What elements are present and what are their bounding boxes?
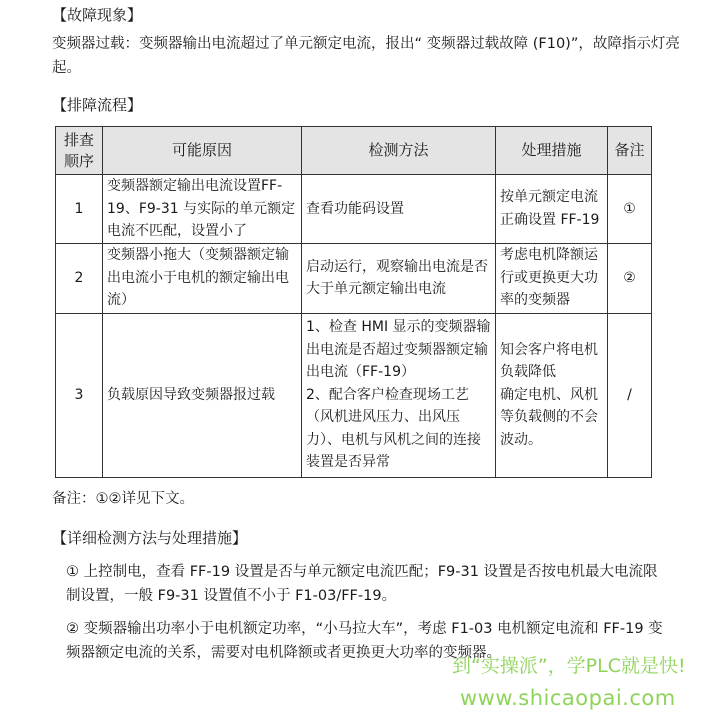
cause-cell: 负载原因导致变频器报过载 bbox=[103, 313, 302, 477]
seq-cell: 1 bbox=[56, 175, 103, 244]
column-header-action: 处理措施 bbox=[496, 127, 608, 175]
table-row bbox=[56, 175, 652, 244]
action-cell: 考虑电机降额运行或更换更大功率的变频器 bbox=[496, 243, 608, 313]
detail-item-2: ② 变频器输出功率小于电机额定功率，“小马拉大车”，考虑 F1-03 电机额定电流和 FF-19 变频器额定电流的关系，需要对电机降额或者更换更大功率的变频器。 bbox=[66, 621, 663, 661]
method-cell: 1、检查 HMI 显示的变频器输出电流是否超过变频器额定输出电流（FF-19） 2、配合客户检查现场工艺（风机进风压力、出风压力）、电机与风机之间的连接装置是否异常 bbox=[302, 313, 496, 477]
column-header-note: 备注 bbox=[608, 127, 652, 175]
method-cell: 查看功能码设置 bbox=[302, 175, 496, 244]
seq-cell: 2 bbox=[56, 243, 103, 313]
cause-cell: 变频器额定输出电流设置FF-19、F9-31 与实际的单元额定电流不匹配，设置小了 bbox=[103, 175, 302, 244]
watermark-site: www.shicaopai.com bbox=[460, 686, 676, 710]
table-remark: 备注：①②详见下文。 bbox=[52, 491, 194, 507]
watermark-slogan: 到“实操派”，学PLC就是快! bbox=[452, 655, 686, 677]
table-row bbox=[56, 243, 652, 313]
note-cell: ① bbox=[608, 175, 652, 244]
cause-cell: 变频器小拖大（变频器额定输出电流小于电机的额定输出电流） bbox=[103, 243, 302, 313]
fault-description: 变频器过载：变频器输出电流超过了单元额定电流，报出“ 变频器过载故障 (F10)”，故障指示灯亮起。 bbox=[52, 36, 680, 76]
action-cell: 按单元额定电流正确设置 FF-19 bbox=[496, 175, 608, 244]
column-header-cause: 可能原因 bbox=[103, 127, 302, 175]
column-header-method: 检测方法 bbox=[302, 127, 496, 175]
troubleshooting-table bbox=[55, 126, 652, 478]
details-heading: 【详细检测方法与处理措施】 bbox=[52, 529, 248, 547]
note-cell: ② bbox=[608, 243, 652, 313]
detail-item-1: ① 上控制电，查看 FF-19 设置是否与单元额定电流匹配；F9-31 设置是否按电机最大电流限制设置，一般 F9-31 设置值不小于 F1-03/FF-19。 bbox=[66, 564, 658, 604]
action-cell: 知会客户将电机负载降低 确定电机、风机等负载侧的不会波动。 bbox=[496, 313, 608, 477]
column-header-seq: 排查顺序 bbox=[56, 127, 103, 175]
procedure-heading: 【排障流程】 bbox=[52, 96, 143, 114]
note-cell: / bbox=[608, 313, 652, 477]
table-row bbox=[56, 313, 652, 477]
seq-cell: 3 bbox=[56, 313, 103, 477]
table-header-row bbox=[56, 127, 652, 175]
fault-heading: 【故障现象】 bbox=[52, 6, 143, 24]
method-cell: 启动运行，观察输出电流是否大于单元额定输出电流 bbox=[302, 243, 496, 313]
